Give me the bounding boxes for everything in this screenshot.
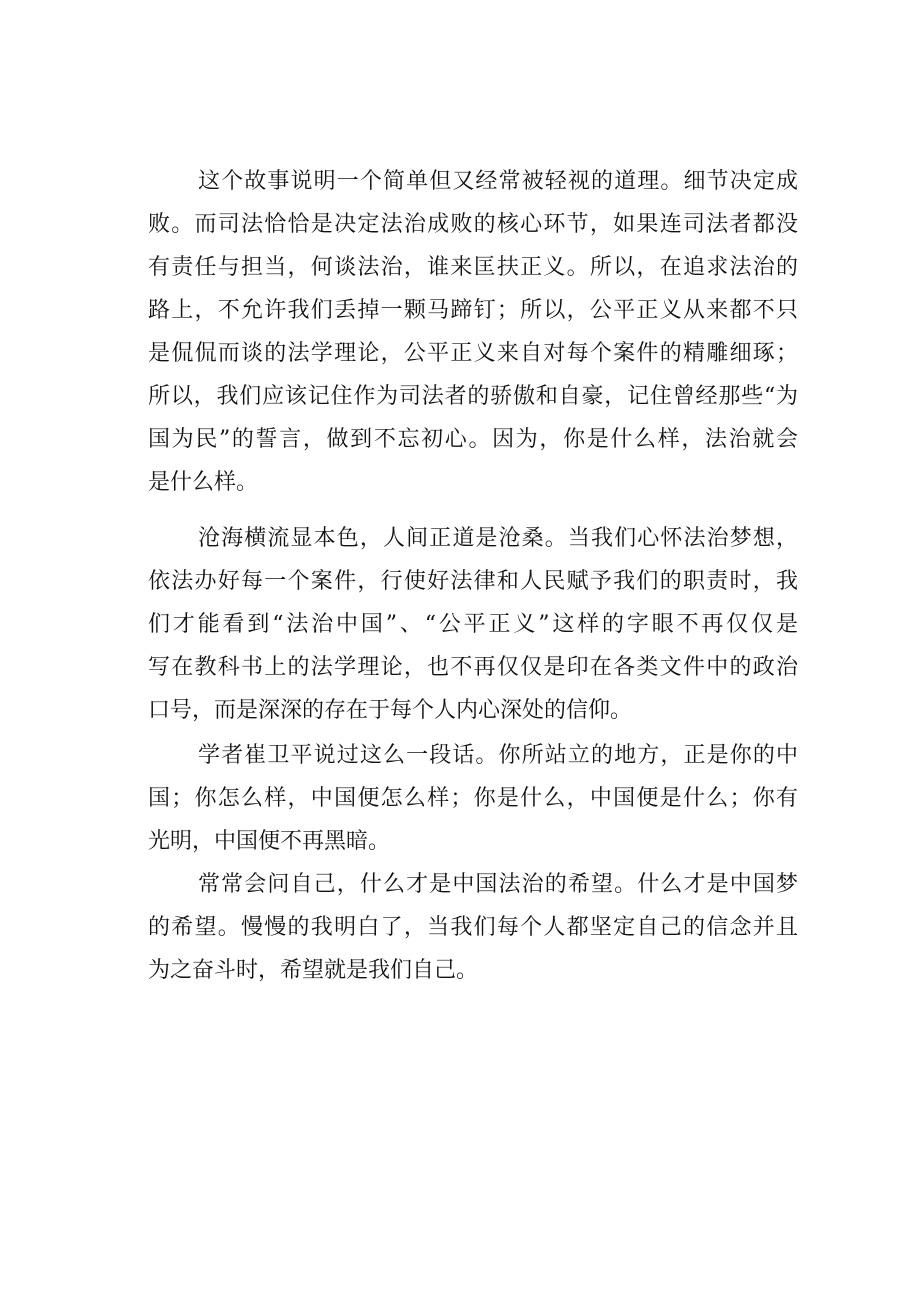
paragraph-1-line-4: 路上，不允许我们丢掉一颗马蹄钉；所以，公平正义从来都不只	[148, 298, 798, 323]
paragraph-3-line-3: 光明，中国便不再黑暗。	[148, 829, 391, 854]
paragraph-1-line-2: 败。而司法恰恰是决定法治成败的核心环节，如果连司法者都没	[148, 212, 798, 237]
paragraph-2-line-1: 沧海横流显本色，人间正道是沧桑。当我们心怀法治梦想，	[198, 526, 798, 551]
paragraph-4-line-1: 常常会问自己，什么才是中国法治的希望。什么才是中国梦	[198, 872, 798, 897]
paragraph-1-line-3: 有责任与担当，何谈法治，谁来匡扶正义。所以，在追求法治的	[148, 255, 798, 280]
paragraph-2-line-3: 们才能看到“法治中国”、“公平正义”这样的字眼不再仅仅是	[148, 612, 798, 637]
paragraph-3-line-2: 国；你怎么样，中国便怎么样；你是什么，中国便是什么；你有	[148, 786, 798, 811]
paragraph-1-line-1: 这个故事说明一个简单但又经常被轻视的道理。细节决定成	[198, 169, 798, 194]
paragraph-1-line-5: 是侃侃而谈的法学理论，公平正义来自对每个案件的精雕细琢；	[148, 341, 798, 366]
paragraph-4-line-3: 为之奋斗时，希望就是我们自己。	[148, 958, 479, 983]
paragraph-4-line-2: 的希望。慢慢的我明白了，当我们每个人都坚定自己的信念并且	[148, 915, 798, 940]
paragraph-1-line-7: 国为民”的誓言，做到不忘初心。因为，你是什么样，法治就会	[148, 427, 798, 452]
paragraph-3-line-1: 学者崔卫平说过这么一段话。你所站立的地方，正是你的中	[198, 743, 798, 768]
paragraph-2-line-4: 写在教科书上的法学理论，也不再仅仅是印在各类文件中的政治	[148, 655, 798, 680]
paragraph-2-line-5: 口号，而是深深的存在于每个人内心深处的信仰。	[148, 698, 633, 723]
paragraph-1-line-6: 所以，我们应该记住作为司法者的骄傲和自豪，记住曾经那些“为	[148, 384, 798, 409]
paragraph-2-line-2: 依法办好每一个案件，行使好法律和人民赋予我们的职责时，我	[148, 569, 798, 594]
paragraph-1-line-8: 是什么样。	[148, 470, 259, 495]
